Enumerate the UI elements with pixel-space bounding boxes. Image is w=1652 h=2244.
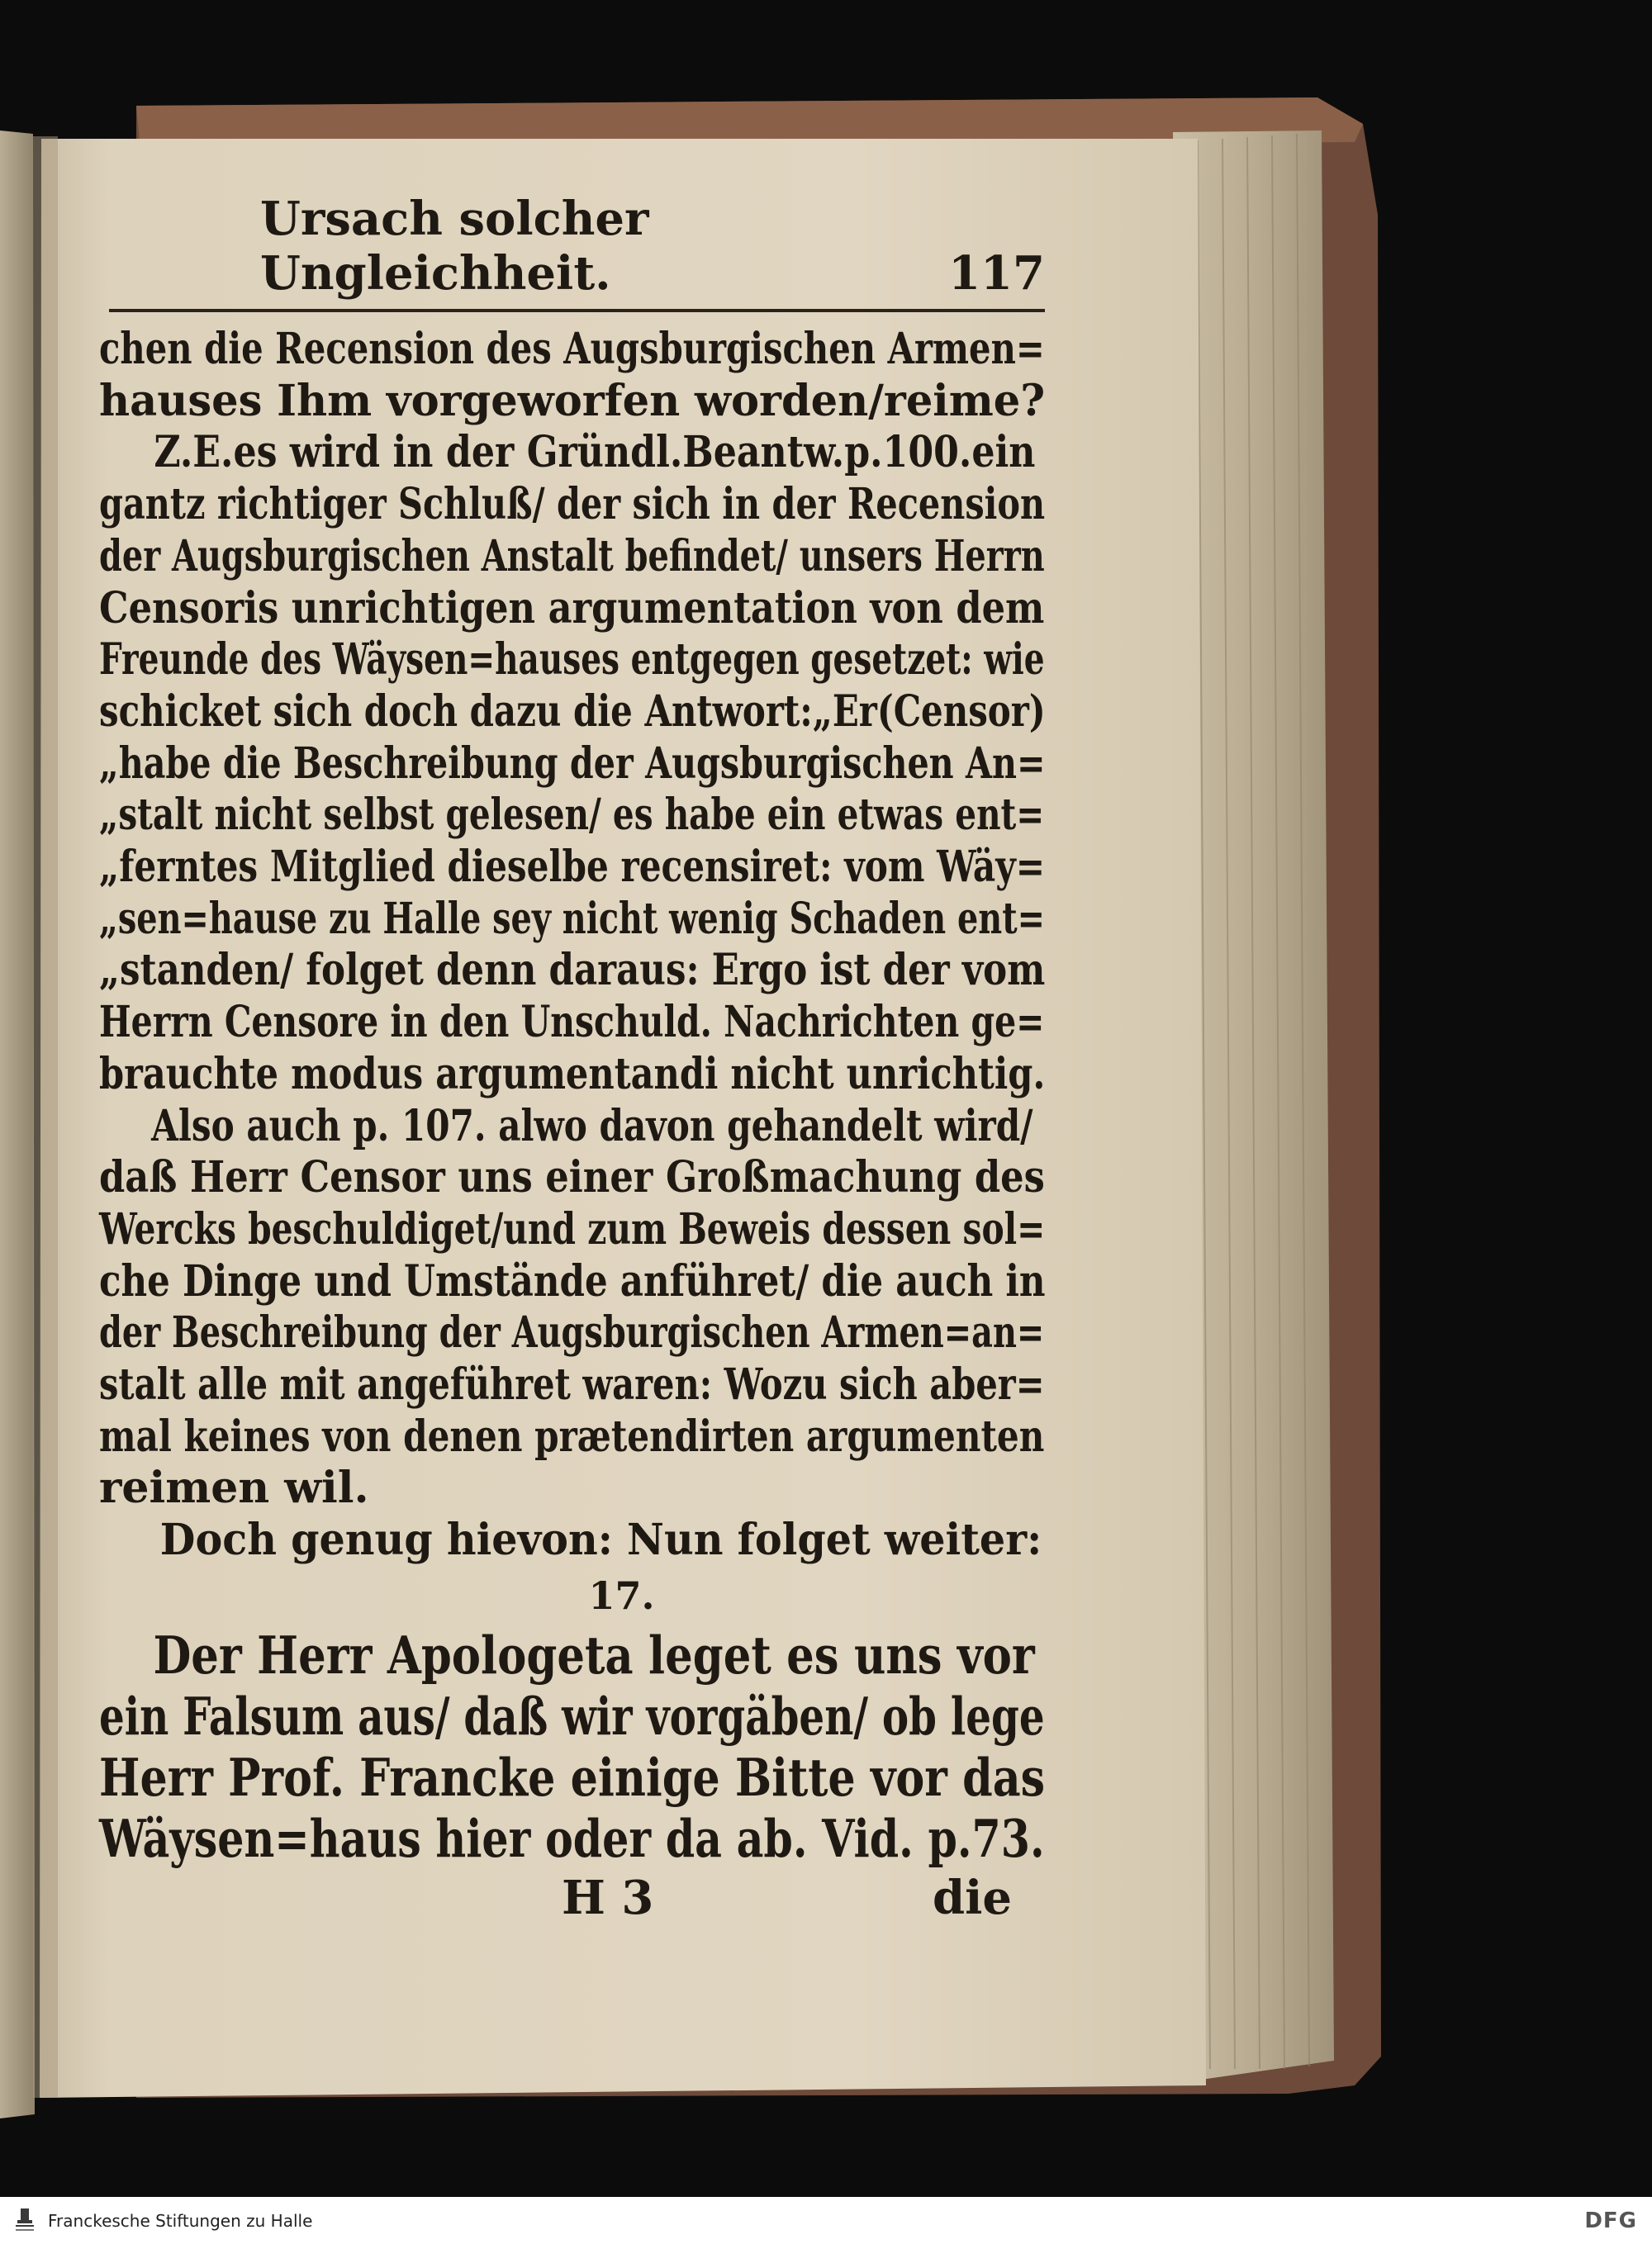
signature-mark: H 3 — [562, 1870, 654, 1925]
text-line: „stalt nicht selbst gelesen/ es habe ein etwas ent= — [99, 790, 1045, 841]
text-line: ein Falsum aus/ daß wir vorgäben/ ob lege — [99, 1685, 1045, 1747]
text-line: hauses Ihm vorgeworfen worden/reime? — [99, 375, 1046, 426]
text-line: Herrn Censore in den Unschuld. Nachrichten ge= — [99, 997, 1045, 1048]
text-line: mal keines von denen prætendirten argumenten — [99, 1411, 1045, 1462]
text-line: Wäysen=haus hier oder da ab. Vid. p.73. — [99, 1807, 1045, 1869]
text-line: der Augsburgischen Anstalt befindet/ unsers Herrn — [99, 530, 1045, 581]
text-line: gantz richtiger Schluß/ der sich in der Recension — [99, 479, 1046, 530]
text-line: Herr Prof. Francke einige Bitte vor das — [99, 1746, 1046, 1808]
text-line: chen die Recension des Augsburgischen Armen= — [99, 324, 1045, 374]
text-line: Freunde des Wäysen=hauses entgegen gesetzet: wie — [99, 634, 1045, 686]
page-number: 117 — [948, 246, 1045, 301]
running-head — [99, 192, 1045, 309]
text-line: „ferntes Mitglied dieselbe recensiret: vom Wäy= — [99, 842, 1046, 893]
text-line: schicket sich doch dazu die Antwort:„Er(Censor) — [99, 686, 1046, 737]
text-line: Censoris unrichtigen argumentation von dem — [99, 582, 1045, 633]
head-rule — [109, 309, 1045, 312]
text-line: Also auch p. 107. alwo davon gehandelt wird/ — [151, 1100, 1033, 1151]
text-line: „habe die Beschreibung der Augsburgischen An= — [99, 738, 1046, 789]
catchword: die — [932, 1870, 1012, 1925]
footer-bar — [0, 2197, 1652, 2244]
text-line: der Beschreibung der Augsburgischen Armen=an= — [99, 1307, 1045, 1359]
footer-organization: Franckesche Stiftungen zu Halle — [48, 2210, 313, 2231]
text-line: „standen/ folget denn daraus: Ergo ist der vom — [99, 945, 1046, 996]
text-line: brauchte modus argumentandi nicht unrichtig. — [99, 1048, 1046, 1099]
running-head-title: Ursach solcher Ungleichheit. — [260, 192, 649, 301]
big-lines — [99, 1625, 1045, 1869]
footer-left — [0, 2204, 312, 2237]
page-text-block — [99, 192, 1045, 1927]
text-line: daß Herr Censor uns einer Großmachung des — [99, 1152, 1045, 1203]
left-page-edge — [0, 130, 35, 2118]
body-lines — [99, 324, 1045, 1567]
dfg-logo: DFG — [1584, 2208, 1637, 2233]
text-line: Z.E.es wird in der Gründl.Beantw.p.100.ein — [154, 427, 1036, 478]
text-line: che Dinge und Umstände anführet/ die auch in — [99, 1255, 1046, 1307]
signature-line — [99, 1869, 1045, 1927]
text-line: reimen wil. — [99, 1463, 369, 1514]
text-line: Wercks beschuldiget/und zum Beweis dessen sol= — [99, 1203, 1046, 1255]
text-line: Der Herr Apologeta leget es uns vor — [153, 1624, 1035, 1686]
text-line: „sen=hause zu Halle sey nicht wenig Schaden ent= — [99, 893, 1045, 944]
section-number: 17. — [588, 1573, 655, 1618]
text-line: stalt alle mit angeführet waren: Wozu sich aber= — [99, 1359, 1045, 1411]
text-line: Doch genug hievon: Nun folget weiter: — [159, 1515, 1042, 1566]
stiftungen-logo-icon — [12, 2204, 38, 2237]
gutter-shadow — [33, 136, 58, 2098]
